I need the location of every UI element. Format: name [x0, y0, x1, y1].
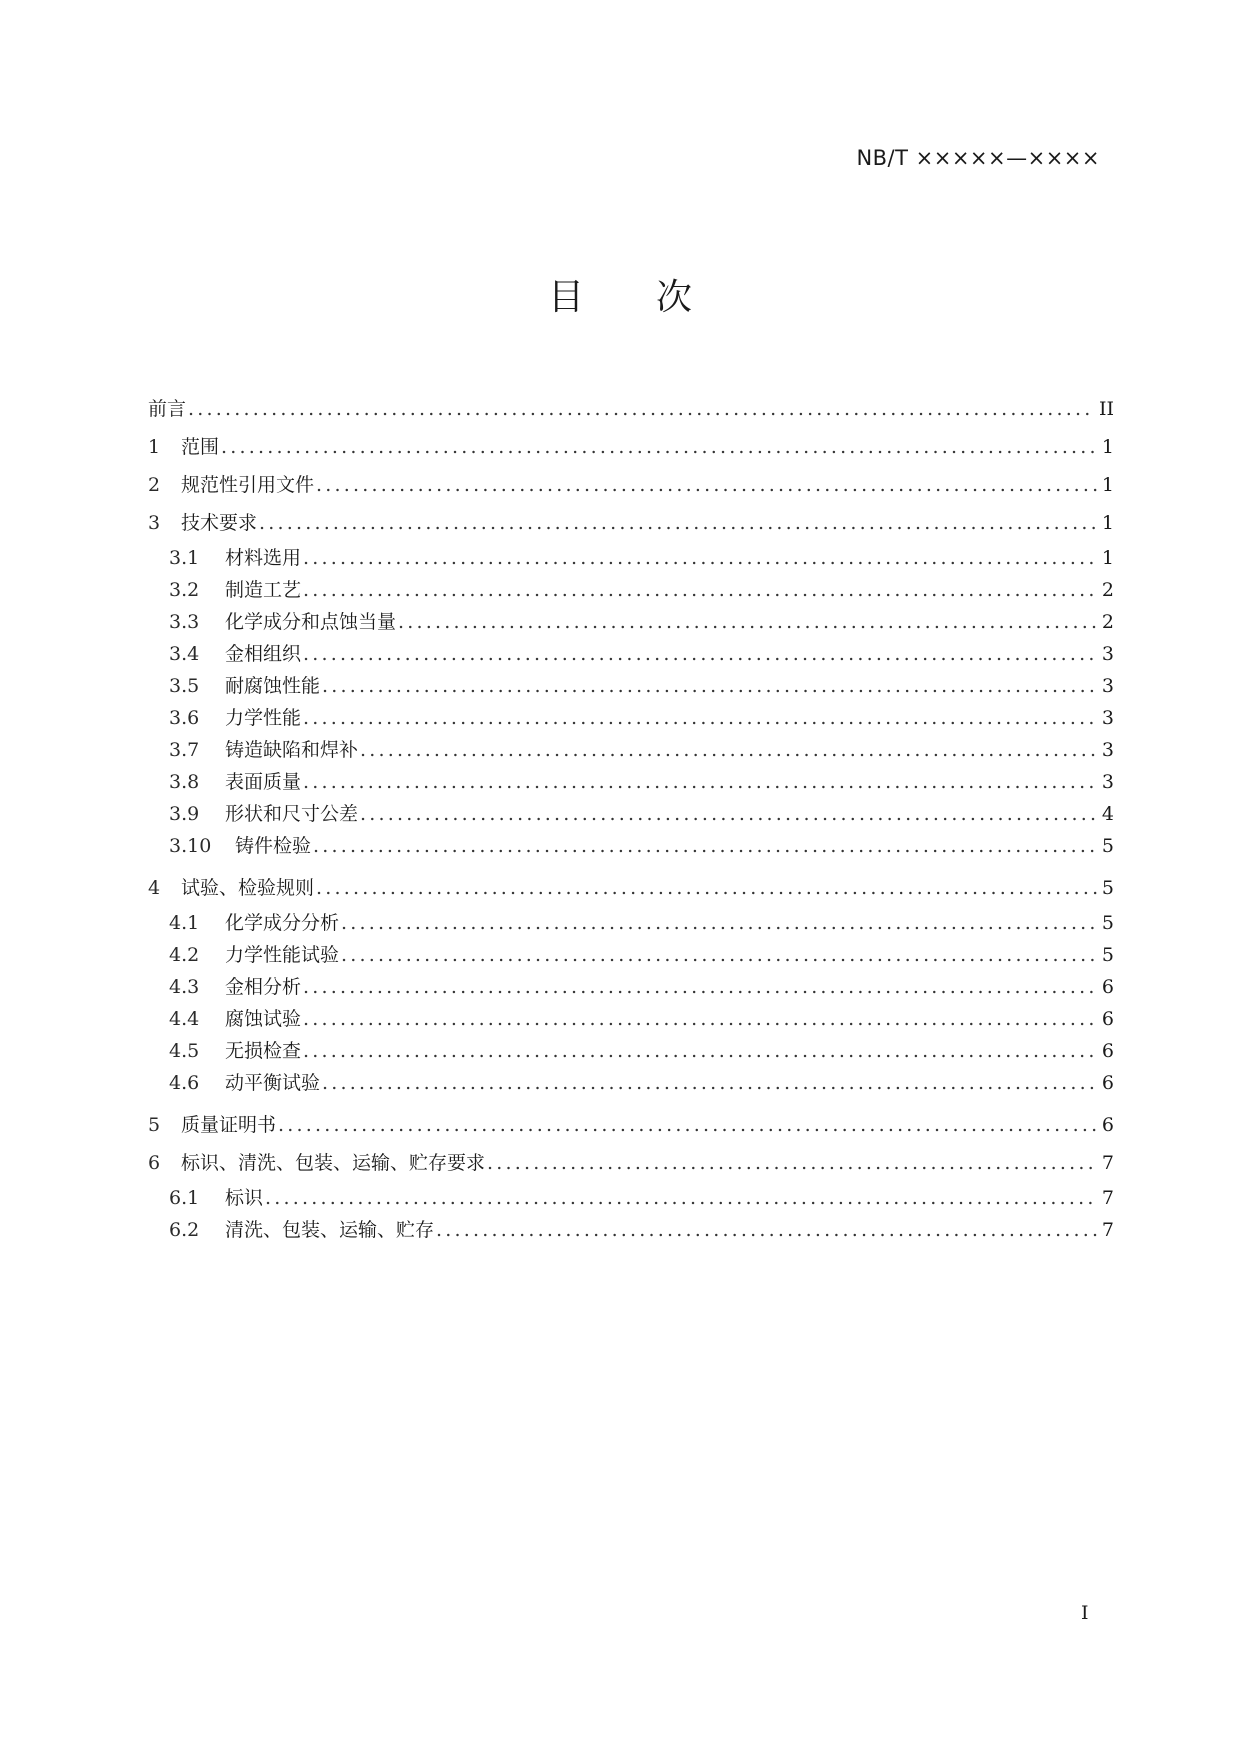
page-title-char-2: 次 — [656, 277, 693, 318]
toc-entry-3-2[interactable] — [148, 574, 1114, 606]
toc-entry-title: 表面质量 — [225, 771, 302, 793]
toc-entry-number: 4.4 — [169, 1008, 200, 1030]
toc-entry-number: 3.10 — [169, 835, 212, 857]
toc-entry-number: 3.8 — [169, 771, 200, 793]
toc-leader-dots — [322, 670, 1098, 702]
toc-entry-3-4[interactable] — [148, 638, 1114, 670]
toc-entry-title: 标识 — [225, 1187, 264, 1209]
toc-entry-number: 3.5 — [169, 675, 200, 697]
toc-entry-5[interactable] — [148, 1106, 1114, 1144]
toc-leader-dots — [259, 504, 1098, 542]
toc-page-number: 6 — [1101, 976, 1114, 998]
toc-entry-title: 腐蚀试验 — [225, 1008, 302, 1030]
toc-leader-dots — [188, 390, 1095, 428]
toc-page-number: 3 — [1101, 675, 1114, 697]
toc-leader-dots — [341, 939, 1098, 971]
toc-entry-title: 化学成分分析 — [225, 912, 340, 934]
toc-entry-number: 3.6 — [169, 707, 200, 729]
toc-entry-number: 4.2 — [169, 944, 200, 966]
toc-leader-dots — [278, 1106, 1098, 1144]
toc-entry-number: 3.2 — [169, 579, 200, 601]
toc-entry-number: 6 — [148, 1152, 161, 1174]
toc-page-number: 6 — [1101, 1114, 1114, 1136]
toc-page-number: 1 — [1101, 436, 1114, 458]
toc-entry-number: 4 — [148, 877, 161, 899]
toc-leader-dots — [265, 1182, 1098, 1214]
toc-page-number: 5 — [1101, 877, 1114, 899]
toc-leader-dots — [303, 1003, 1098, 1035]
toc-entry-3-7[interactable] — [148, 734, 1114, 766]
toc-entry-number: 3.4 — [169, 643, 200, 665]
toc-entry-4-1[interactable] — [148, 907, 1114, 939]
toc-leader-dots — [303, 702, 1098, 734]
table-of-contents — [148, 390, 1114, 1246]
toc-leader-dots — [316, 869, 1098, 907]
toc-page-number: 6 — [1101, 1072, 1114, 1094]
toc-page-number: 3 — [1101, 643, 1114, 665]
toc-entry-title: 质量证明书 — [181, 1114, 277, 1136]
toc-page-number: 5 — [1101, 912, 1114, 934]
toc-entry-title: 耐腐蚀性能 — [225, 675, 321, 697]
toc-entry-title: 形状和尺寸公差 — [225, 803, 359, 825]
toc-entry-number: 3.1 — [169, 547, 200, 569]
toc-leader-dots — [487, 1144, 1098, 1182]
toc-entry-4-5[interactable] — [148, 1035, 1114, 1067]
toc-entry-number: 3.7 — [169, 739, 200, 761]
toc-leader-dots — [221, 428, 1098, 466]
toc-entry-number: 3 — [148, 512, 161, 534]
toc-leader-dots — [303, 766, 1098, 798]
toc-page-number: 7 — [1101, 1219, 1114, 1241]
toc-entry-title: 标识、清洗、包装、运输、贮存要求 — [181, 1152, 486, 1174]
toc-entry-number: 4.1 — [169, 912, 200, 934]
toc-entry-3-5[interactable] — [148, 670, 1114, 702]
toc-entry-number: 3.9 — [169, 803, 200, 825]
toc-entry-3-6[interactable] — [148, 702, 1114, 734]
page-title — [0, 276, 1240, 320]
toc-page-number: II — [1098, 398, 1114, 420]
toc-page-number: 5 — [1101, 835, 1114, 857]
page-number: I — [1081, 1602, 1089, 1624]
toc-entry-3-8[interactable] — [148, 766, 1114, 798]
toc-entry-6-2[interactable] — [148, 1214, 1114, 1246]
toc-entry-title: 铸造缺陷和焊补 — [225, 739, 359, 761]
toc-entry-title: 前言 — [148, 398, 187, 420]
toc-entry-title: 金相组织 — [225, 643, 302, 665]
toc-page-number: 5 — [1101, 944, 1114, 966]
toc-leader-dots — [322, 1067, 1098, 1099]
toc-leader-dots — [360, 734, 1098, 766]
toc-leader-dots — [303, 1035, 1098, 1067]
toc-entry-6[interactable] — [148, 1144, 1114, 1182]
toc-entry-3-1[interactable] — [148, 542, 1114, 574]
toc-entry-number: 3.3 — [169, 611, 200, 633]
toc-entry-title: 力学性能 — [225, 707, 302, 729]
toc-entry-title: 试验、检验规则 — [181, 877, 315, 899]
toc-entry-title: 技术要求 — [181, 512, 258, 534]
toc-entry-title: 规范性引用文件 — [181, 474, 315, 496]
toc-leader-dots — [341, 907, 1098, 939]
toc-page-number: 7 — [1101, 1152, 1114, 1174]
standard-code: NB/T ×××××—×××× — [856, 146, 1100, 170]
toc-page-number: 1 — [1101, 474, 1114, 496]
toc-leader-dots — [303, 971, 1098, 1003]
toc-page-number: 2 — [1101, 611, 1114, 633]
page-title-char-1: 目 — [547, 277, 584, 318]
toc-entry-3[interactable] — [148, 504, 1114, 542]
toc-entry-number: 1 — [148, 436, 161, 458]
toc-entry-title: 制造工艺 — [225, 579, 302, 601]
toc-page-number: 4 — [1101, 803, 1114, 825]
toc-leader-dots — [313, 830, 1098, 862]
toc-entry-title: 铸件检验 — [235, 835, 312, 857]
toc-entry-3-3[interactable] — [148, 606, 1114, 638]
toc-entry-title: 无损检查 — [225, 1040, 302, 1062]
toc-entry-2[interactable] — [148, 466, 1114, 504]
toc-leader-dots — [316, 466, 1098, 504]
toc-entry-number: 4.6 — [169, 1072, 200, 1094]
toc-entry-4-3[interactable] — [148, 971, 1114, 1003]
toc-entry-title: 清洗、包装、运输、贮存 — [225, 1219, 435, 1241]
toc-leader-dots — [360, 798, 1098, 830]
toc-leader-dots — [303, 574, 1098, 606]
toc-entry-number: 6.1 — [169, 1187, 200, 1209]
toc-page-number: 6 — [1101, 1040, 1114, 1062]
toc-entry-4[interactable] — [148, 869, 1114, 907]
toc-entry-3-9[interactable] — [148, 798, 1114, 830]
toc-entry-foreword[interactable] — [148, 390, 1114, 428]
toc-entry-1[interactable] — [148, 428, 1114, 466]
toc-leader-dots — [436, 1214, 1098, 1246]
toc-entry-4-2[interactable] — [148, 939, 1114, 971]
toc-leader-dots — [303, 638, 1098, 670]
toc-page-number: 3 — [1101, 739, 1114, 761]
toc-entry-number: 4.3 — [169, 976, 200, 998]
toc-entry-number: 2 — [148, 474, 161, 496]
toc-leader-dots — [398, 606, 1098, 638]
toc-page-number: 3 — [1101, 707, 1114, 729]
toc-entry-title: 范围 — [181, 436, 220, 458]
toc-entry-title: 力学性能试验 — [225, 944, 340, 966]
toc-page-number: 7 — [1101, 1187, 1114, 1209]
toc-entry-4-4[interactable] — [148, 1003, 1114, 1035]
toc-entry-title: 金相分析 — [225, 976, 302, 998]
toc-entry-title: 化学成分和点蚀当量 — [225, 611, 397, 633]
toc-page-number: 3 — [1101, 771, 1114, 793]
toc-page-number: 2 — [1101, 579, 1114, 601]
toc-entry-number: 5 — [148, 1114, 161, 1136]
toc-entry-title: 材料选用 — [225, 547, 302, 569]
toc-entry-4-6[interactable] — [148, 1067, 1114, 1099]
toc-page-number: 1 — [1101, 512, 1114, 534]
toc-entry-6-1[interactable] — [148, 1182, 1114, 1214]
toc-page-number: 1 — [1101, 547, 1114, 569]
toc-entry-title: 动平衡试验 — [225, 1072, 321, 1094]
toc-entry-number: 4.5 — [169, 1040, 200, 1062]
toc-page-number: 6 — [1101, 1008, 1114, 1030]
toc-leader-dots — [303, 542, 1098, 574]
toc-entry-3-10[interactable] — [148, 830, 1114, 862]
toc-entry-number: 6.2 — [169, 1219, 200, 1241]
